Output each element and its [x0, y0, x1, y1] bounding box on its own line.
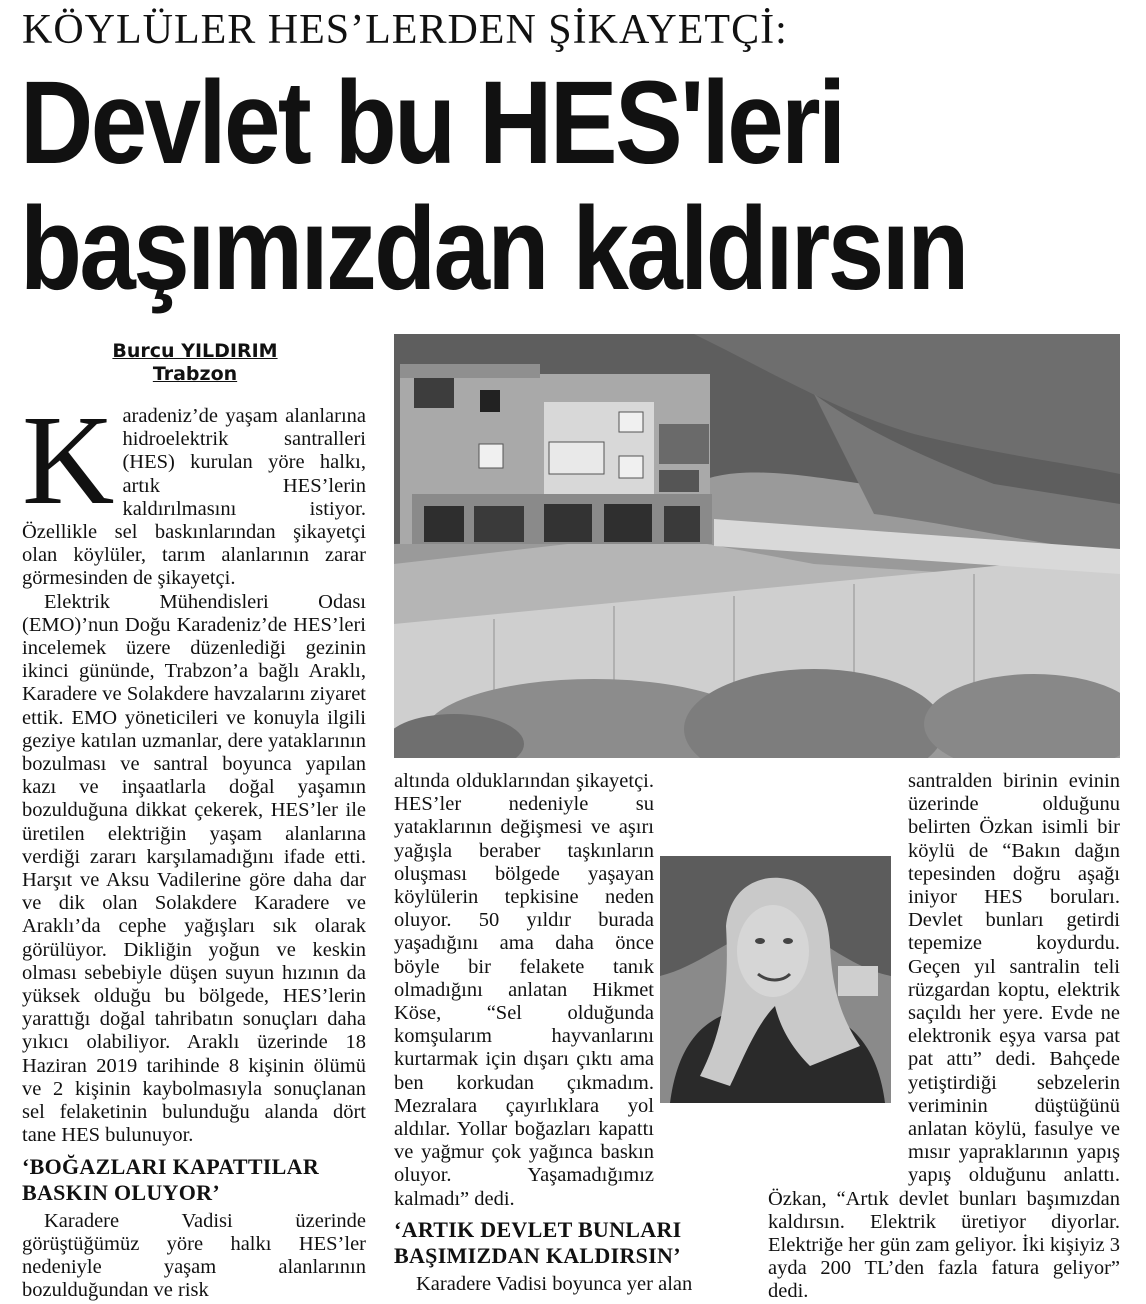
column-1-paragraph-1 [22, 389, 366, 591]
subheading-2: ‘ARTIK DEVLET BUNLARI BAŞIMIZDAN KALDIRSIN’ [394, 1216, 682, 1268]
column-3-photo-wrap [768, 816, 908, 1186]
drop-cap: K [22, 389, 115, 531]
byline-location: Trabzon [152, 363, 238, 385]
main-photo [394, 334, 1120, 758]
column-1-paragraph-3: Karadere Vadisi üzerinde görüştüğümüz yöre halkı HES’ler nedeniyle yaşam alanlarının bozulduğundan ve risk [22, 1209, 366, 1302]
article-column-1 [22, 389, 366, 1302]
headline-line-1: Devlet bu HES'leri [20, 57, 844, 189]
main-photo-image [394, 334, 1120, 758]
byline-author: Burcu YILDIRIM [112, 340, 278, 362]
column-2-paragraph-2: Karadere Vadisi boyunca yer alan [416, 1272, 693, 1295]
article-column-2 [394, 770, 746, 1296]
column-1-paragraph-1-text: aradeniz’de yaşam alanlarına hidroelektrik santralleri (HES) kurulan yöre halkı, artık HES’lerin kaldırılmasını istiyor. Özellikle sel baskınlarından şikayetçi olan köylüler, tarım alanlarının zarar görmesinden de şikayetçi. [22, 405, 366, 590]
article-column-3 [768, 770, 1120, 1304]
column-3-paragraph-1: santralden birinin evinin üzerinde olduğunu belirten Özkan isimli bir köylü de “Bakın dağın tepesinden doğru aşağı iniyor HES boruları. Devlet bunları getirdi tepemize koydurdu. Geçen yıl santralin teli rüzgardan koptu, elektrik saçıldı her yere. Evde ne elektronik eşya varsa pat pat attı” dedi. Bahçede yetiştirdiği sebzelerin veriminin düştüğünü anlatan köylü, fasulye ve mısır yapraklarının yapış yapış olduğunu anlattı. Özkan, “Artık devlet bunları başımızdan kaldırsın. Elektrik üretiyor diyorlar. Elektriğe her gün zam geliyor. İki kişiyiz 3 ayda 200 TL’den fazla fatura geliyor” dedi. [768, 770, 1120, 1303]
headline-line-2: başımızdan kaldırsın [20, 183, 967, 315]
column-2-paragraph-1: altında olduklarından şikayetçi. HES’ler nedeniyle su yataklarının değişmesi ve aşırı yağışla beraber taşkınların oluşması bölgede yaşayan köylülerin tepkisine neden oluyor. 50 yıldır burada yaşadığını ama daha önce böyle bir felakete tanık olmadığını anlatan Hikmet Köse, “Sel olduğunda komşularım hayvanlarını kurtarmak için dışarı çıktı ama ben korkudan çıkmadım. Mezralara çayırlıklara yol aldılar. Yollar boğazları kapattı ve yağmur çok yağınca baskın oluyor. Yaşamadığımız kalmadı” dedi. [394, 770, 654, 1210]
byline [90, 340, 300, 386]
subheading-1: ‘BOĞAZLARI KAPATTILAR BASKIN OLUYOR’ [22, 1153, 320, 1205]
article-headline [20, 57, 975, 315]
column-1-paragraph-2: Elektrik Mühendisleri Odası (EMO)’nun Doğu Karadeniz’de HES’leri incelemek üzere düzenlediği gezinin ikinci gününde, Trabzon’a bağlı Araklı, Karadere ve Solakdere havzalarını ziyaret ettik. EMO yöneticileri ve konuyla ilgili geziye katılan uzmanlar, dere yataklarının bozulması ve santral boyunca yapılan kazı ve inşaatlarla doğal yaşamın bozulduğuna dikkat çekerek, HES’ler ile üretilen elektriğin yaşam alanlarına verdiği zararı karşılamadığını ifade etti. Harşıt ve Aksu Vadilerine göre daha dar ve dik olan Solakdere Karadere ve Araklı’da cephe yağışları sık olarak görülüyor. Dikliğin yoğun ve keskin olması sebebiyle düşen suyun hızının da yüksek olduğu bu bölgede, HES’lerin yarattığı doğal tahribatın sonuçları daha yıkıcı olabiliyor. Araklı üzerinde 18 Haziran 2019 tarihinde 8 kişinin ölümü ve 2 kişinin kaybolmasıyla sonuçlanan sel felaketinin bulunduğu alanda dört tane HES bulunuyor. [22, 590, 366, 1147]
column-2-photo-wrap [654, 852, 746, 1192]
article-kicker: KÖYLÜLER HES’LERDEN ŞİKAYETÇİ: [22, 7, 788, 53]
